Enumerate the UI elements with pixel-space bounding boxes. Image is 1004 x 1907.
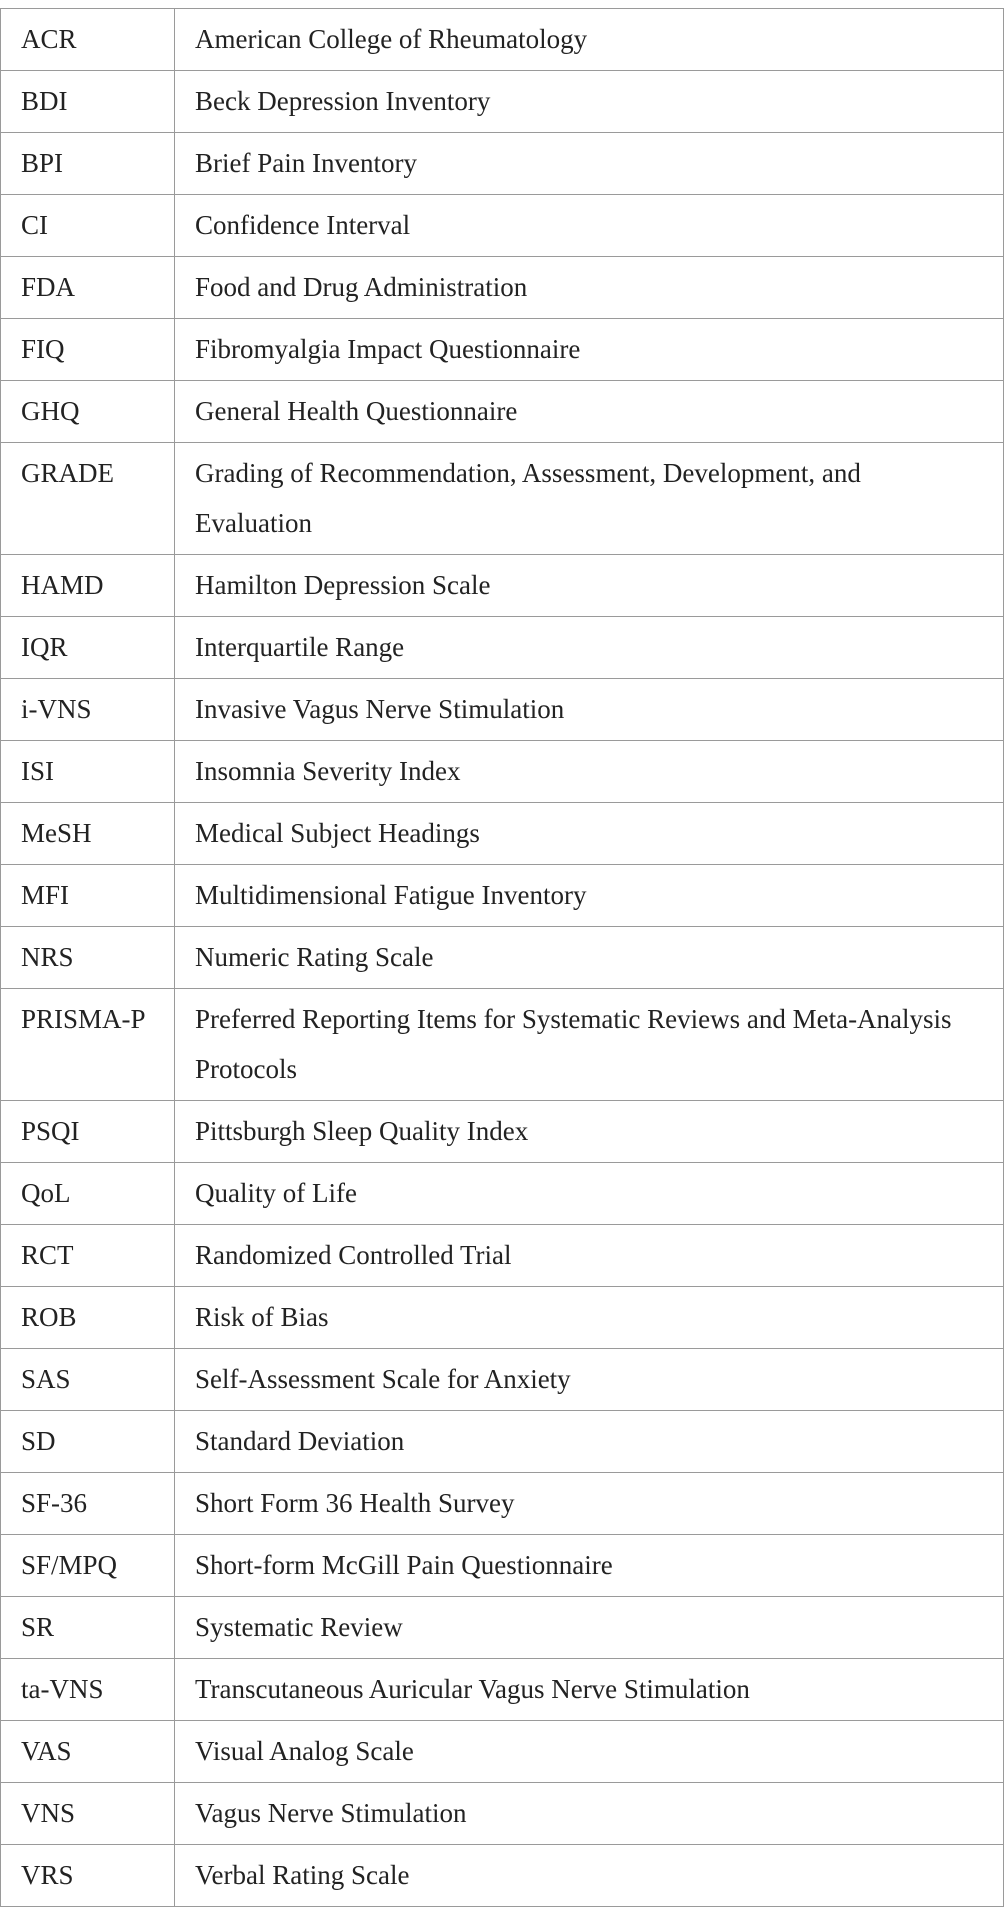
table-row xyxy=(1,195,1004,257)
table-row xyxy=(1,927,1004,989)
abbreviation-cell: VAS xyxy=(1,1721,175,1783)
table-row xyxy=(1,1287,1004,1349)
table-row xyxy=(1,679,1004,741)
definition-cell: Risk of Bias xyxy=(175,1287,1004,1349)
table-row xyxy=(1,381,1004,443)
table-row xyxy=(1,1659,1004,1721)
abbreviation-cell: MFI xyxy=(1,865,175,927)
abbreviation-cell: HAMD xyxy=(1,555,175,617)
definition-cell: Beck Depression Inventory xyxy=(175,71,1004,133)
definition-cell: Invasive Vagus Nerve Stimulation xyxy=(175,679,1004,741)
table-row xyxy=(1,1101,1004,1163)
abbreviation-cell: SD xyxy=(1,1411,175,1473)
abbreviation-cell: ACR xyxy=(1,9,175,71)
abbreviation-cell: ROB xyxy=(1,1287,175,1349)
definition-cell: American College of Rheumatology xyxy=(175,9,1004,71)
table-row xyxy=(1,555,1004,617)
table-row xyxy=(1,1473,1004,1535)
table-row xyxy=(1,1163,1004,1225)
definition-cell: Grading of Recommendation, Assessment, Development, and Evaluation xyxy=(175,443,1004,555)
abbreviation-cell: MeSH xyxy=(1,803,175,865)
table-row xyxy=(1,257,1004,319)
table-row xyxy=(1,1411,1004,1473)
table-row xyxy=(1,1225,1004,1287)
table-row xyxy=(1,1845,1004,1907)
definition-cell: Transcutaneous Auricular Vagus Nerve Stimulation xyxy=(175,1659,1004,1721)
table-row xyxy=(1,1783,1004,1845)
definition-cell: Verbal Rating Scale xyxy=(175,1845,1004,1907)
definition-cell: Systematic Review xyxy=(175,1597,1004,1659)
definition-cell: Numeric Rating Scale xyxy=(175,927,1004,989)
definition-cell: Preferred Reporting Items for Systematic Reviews and Meta-Analysis Protocols xyxy=(175,989,1004,1101)
definition-cell: Multidimensional Fatigue Inventory xyxy=(175,865,1004,927)
definition-cell: Randomized Controlled Trial xyxy=(175,1225,1004,1287)
table-row xyxy=(1,1597,1004,1659)
definition-cell: Interquartile Range xyxy=(175,617,1004,679)
abbreviation-cell: RCT xyxy=(1,1225,175,1287)
abbreviation-cell: BDI xyxy=(1,71,175,133)
definition-cell: Self-Assessment Scale for Anxiety xyxy=(175,1349,1004,1411)
abbreviation-cell: FDA xyxy=(1,257,175,319)
abbreviation-cell: ISI xyxy=(1,741,175,803)
table-row xyxy=(1,617,1004,679)
table-row xyxy=(1,9,1004,71)
definition-cell: Medical Subject Headings xyxy=(175,803,1004,865)
table-row xyxy=(1,443,1004,555)
definition-cell: Standard Deviation xyxy=(175,1411,1004,1473)
abbreviation-cell: QoL xyxy=(1,1163,175,1225)
definition-cell: Brief Pain Inventory xyxy=(175,133,1004,195)
abbreviation-cell: IQR xyxy=(1,617,175,679)
definition-cell: Short Form 36 Health Survey xyxy=(175,1473,1004,1535)
table-row xyxy=(1,803,1004,865)
abbreviation-cell: SF-36 xyxy=(1,1473,175,1535)
abbreviation-cell: FIQ xyxy=(1,319,175,381)
abbreviation-cell: NRS xyxy=(1,927,175,989)
abbreviation-cell: SR xyxy=(1,1597,175,1659)
definition-cell: Vagus Nerve Stimulation xyxy=(175,1783,1004,1845)
table-row xyxy=(1,1535,1004,1597)
abbreviation-cell: CI xyxy=(1,195,175,257)
abbreviation-cell: SF/MPQ xyxy=(1,1535,175,1597)
definition-cell: Insomnia Severity Index xyxy=(175,741,1004,803)
abbreviation-cell: i-VNS xyxy=(1,679,175,741)
table-row xyxy=(1,133,1004,195)
definition-cell: Quality of Life xyxy=(175,1163,1004,1225)
definition-cell: Food and Drug Administration xyxy=(175,257,1004,319)
table-row xyxy=(1,71,1004,133)
abbreviation-cell: VNS xyxy=(1,1783,175,1845)
abbreviation-cell: GRADE xyxy=(1,443,175,555)
abbreviations-table-body xyxy=(1,9,1004,1907)
definition-cell: Hamilton Depression Scale xyxy=(175,555,1004,617)
abbreviations-table xyxy=(0,8,1004,1907)
abbreviation-cell: PRISMA-P xyxy=(1,989,175,1101)
table-row xyxy=(1,1721,1004,1783)
abbreviation-cell: GHQ xyxy=(1,381,175,443)
definition-cell: Pittsburgh Sleep Quality Index xyxy=(175,1101,1004,1163)
table-row xyxy=(1,989,1004,1101)
table-row xyxy=(1,1349,1004,1411)
definition-cell: General Health Questionnaire xyxy=(175,381,1004,443)
table-row xyxy=(1,319,1004,381)
abbreviation-cell: BPI xyxy=(1,133,175,195)
definition-cell: Short-form McGill Pain Questionnaire xyxy=(175,1535,1004,1597)
definition-cell: Confidence Interval xyxy=(175,195,1004,257)
abbreviation-cell: PSQI xyxy=(1,1101,175,1163)
table-row xyxy=(1,741,1004,803)
abbreviation-cell: VRS xyxy=(1,1845,175,1907)
abbreviation-cell: SAS xyxy=(1,1349,175,1411)
definition-cell: Visual Analog Scale xyxy=(175,1721,1004,1783)
definition-cell: Fibromyalgia Impact Questionnaire xyxy=(175,319,1004,381)
table-row xyxy=(1,865,1004,927)
abbreviation-cell: ta-VNS xyxy=(1,1659,175,1721)
